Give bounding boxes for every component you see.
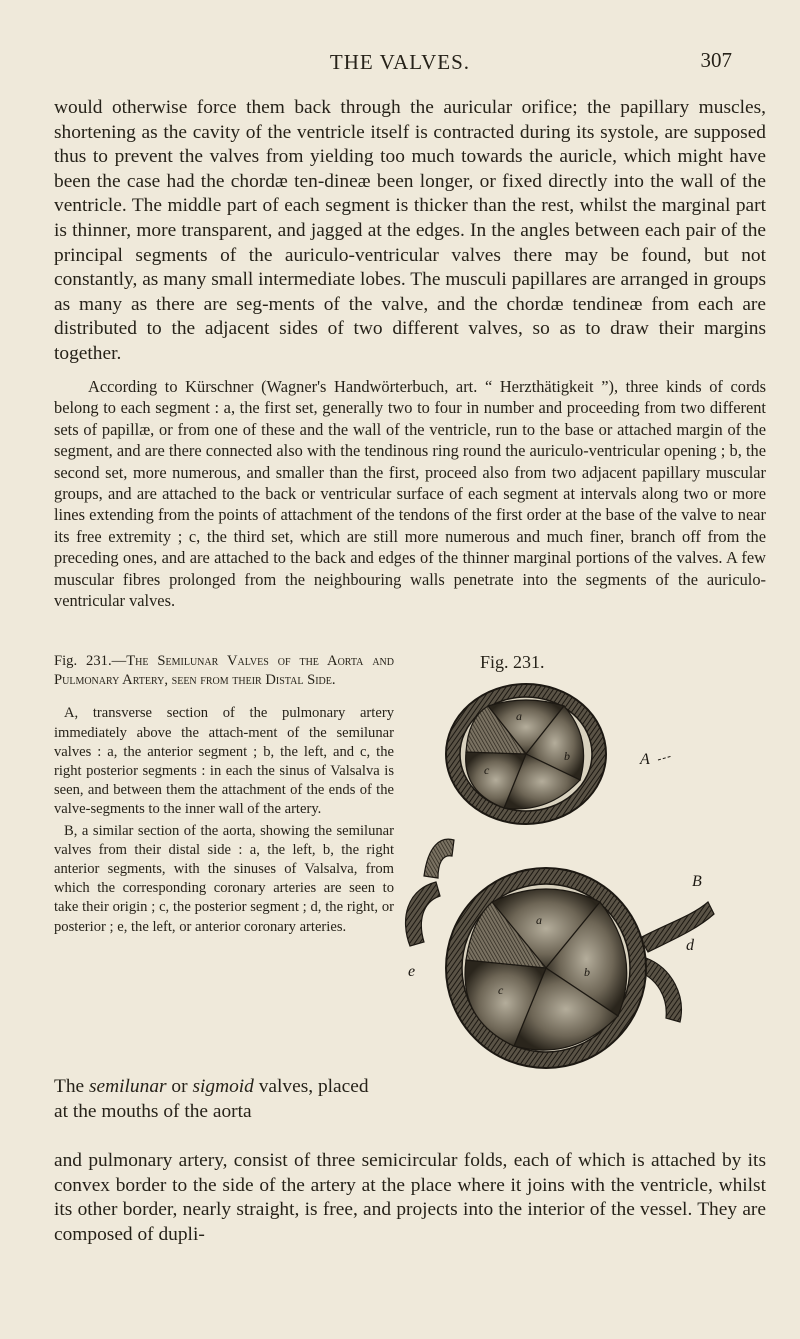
section-a-pulmonary-artery: [446, 684, 672, 824]
letter-c-lower: c: [498, 983, 504, 997]
letter-c-upper: c: [484, 763, 490, 777]
letter-e: e: [408, 963, 416, 980]
para3-pre: The: [54, 1076, 89, 1097]
letter-a-upper: a: [516, 709, 522, 723]
running-title: THE VALVES.: [329, 50, 471, 74]
letter-a-lower: a: [536, 913, 542, 927]
italic-sigmoid: sigmoid: [192, 1076, 254, 1097]
paragraph-2: According to Kürschner (Wagner's Handwörterbuch, art. “ Herzthätigkeit ”), three kinds of cords belong to each segment : a, the first set, generally two to four in number and proceeding from two different sets of papillæ, or from one of these and the wall of the ventricle, run to the base or attached margin of the segment, and are there connected also with the tendinous ring round the auriculo-ventricular opening ; b, the second set, more numerous, and smaller than the first, proceed also from two adjacent papillary muscular groups, and are attached to the back or ventricular surface of each segment at intervals along two or more lines extending from the points of attachment of the tendons of the first order at the base of the valve to near its free extremity ; c, the third set, which are still more numerous and much finer, branch off from the preceding ones, and are attached to the back and edges of the thinner marginal portions of the valves. A few muscular fibres prolonged from the neighbouring walls penetrate into the segments of the auriculo-ventricular valves.: [54, 377, 766, 611]
caption-part-a: A, transverse section of the pulmonary artery immediately above the attach-ment of the semilunar valves : a, the anterior segment ; b, the left, and c, the right posterior segments : in each the sinus of Valsalva is seen, and between them the attachment of the ends of the valve-segments to the inner wall of the artery.: [54, 705, 394, 818]
caption-title: [54, 652, 394, 690]
figure-231-illustration: [396, 676, 726, 1096]
letter-A: A: [640, 751, 650, 768]
page-number: 307: [700, 48, 732, 72]
figure-caption: [54, 652, 394, 937]
letter-b-lower: b: [584, 965, 590, 979]
caption-title-text: The Semilunar Valves of the Aorta and Pulmonary Artery, seen from their Distal Side.: [54, 653, 395, 689]
italic-semilunar: semilunar: [89, 1076, 167, 1097]
figure-label: Fig. 231.: [480, 652, 545, 672]
para3-post: valves, placed at the mouths of the aorta: [54, 1076, 369, 1122]
letter-d: d: [686, 937, 694, 954]
para3-mid: or: [166, 1076, 193, 1097]
paragraph-3-continued: and pulmonary artery, consist of three semicircular folds, each of which is attached by its convex border to the side of the artery at the place where it joins with the ventricle, whilst its other border, nearly straight, is free, and projects into the interior of the vessel. They are composed of dupli-: [54, 1150, 766, 1245]
caption-part-b: B, a similar section of the aorta, showing the semilunar valves from their distal side : a, the left, b, the right anterior segments, with the sinuses of Valsalva, from which the corresponding coronary arteries are seen to take their origin ; c, the posterior segment ; d, the right, or posterior ; e, the left, or anterior coronary arteries.: [54, 822, 394, 935]
letter-b-upper: b: [564, 749, 570, 763]
letter-B: B: [692, 873, 702, 890]
valve-engraving: [396, 676, 726, 1096]
paragraph-3-lead: [54, 1075, 384, 1124]
caption-prefix: Fig. 231.—: [54, 653, 127, 669]
paragraph-1: would otherwise force them back through the auricular orifice; the papillary muscles, shortening as the cavity of the ventricle itself is contracted during its systole, are supposed thus to prevent the valves from yielding too much towards the auricle, which might have been the case had the chordæ ten-dineæ been longer, or fixed directly into the wall of the ventricle. The middle part of each segment is thicker than the rest, whilst the marginal part is thinner, more transparent, and jagged at the edges. In the angles between each pair of the principal segments of the auriculo-ventricular valves there may be found, but not constantly, as many small intermediate lobes. The musculi papillares are arranged in groups as many as there are seg-ments of the valve, and the chordæ tendineæ from each are distributed to the adjacent sides of two different valves, so as to draw their margins together.: [54, 97, 766, 364]
